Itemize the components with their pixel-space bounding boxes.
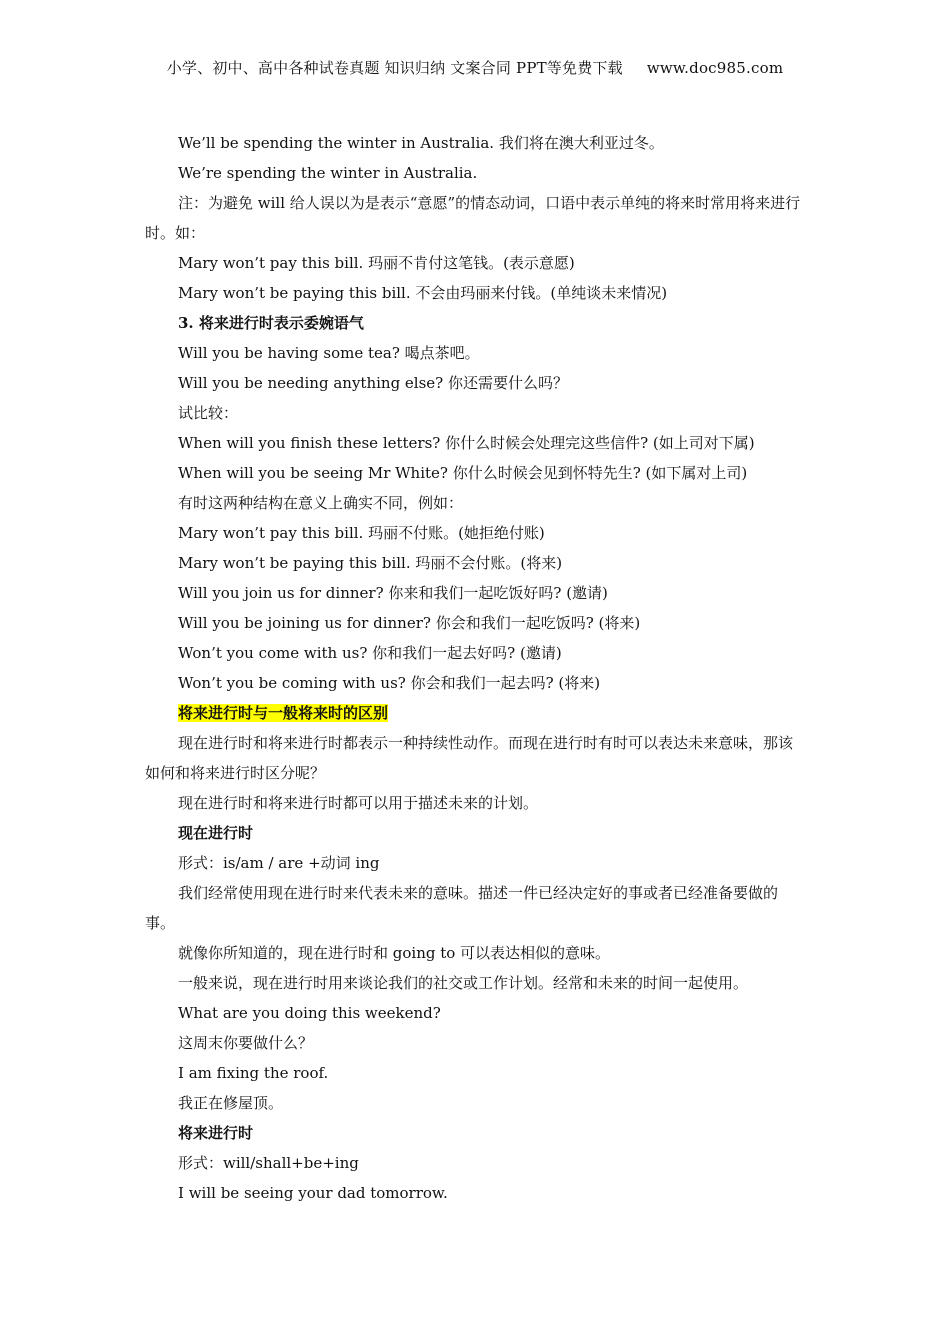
text-line-content: 将来进行时与一般将来时的区别 (178, 704, 389, 722)
text-line-content: Mary won’t pay this bill. 玛丽不肯付这笔钱。(表示意愿) (178, 254, 575, 272)
text-line (145, 338, 805, 368)
text-line-content: 将来进行时 (178, 1124, 254, 1142)
text-line (145, 368, 805, 398)
text-line-content: 形式：is/am / are +动词 ing (178, 854, 380, 872)
text-line (145, 128, 805, 158)
text-line-content: 现在进行时和将来进行时都表示一种持续性动作。而现在进行时有时可以表达未来意味，那该如何和将来进行时区分呢？ (145, 734, 794, 782)
text-line-content: 试比较： (178, 404, 239, 422)
text-line (145, 998, 805, 1028)
text-line (145, 398, 805, 428)
text-line (145, 638, 805, 668)
header-site-url: www.doc985.com (646, 59, 784, 77)
text-line (145, 158, 805, 188)
text-line (145, 1058, 805, 1088)
text-line (145, 428, 805, 458)
text-line (145, 968, 805, 998)
section-heading (145, 1118, 805, 1148)
text-line-content: Will you be needing anything else? 你还需要什么吗？ (178, 374, 568, 392)
text-line-content: 有时这两种结构在意义上确实不同，例如： (178, 494, 464, 512)
text-line (145, 548, 805, 578)
text-line (145, 1148, 805, 1178)
text-line-content: Won’t you be coming with us? 你会和我们一起去吗? (将来) (178, 674, 601, 692)
text-line (145, 728, 805, 788)
text-line-content: Mary won’t pay this bill. 玛丽不付账。(她拒绝付账) (178, 524, 545, 542)
text-line (145, 848, 805, 878)
text-line-content: 这周末你要做什么？ (178, 1034, 314, 1052)
text-line-content: 现在进行时 (178, 824, 254, 842)
text-line (145, 458, 805, 488)
text-line-content: We’ll be spending the winter in Australia. 我们将在澳大利亚过冬。 (178, 134, 664, 152)
text-line-content: Will you be having some tea? 喝点茶吧。 (178, 344, 480, 362)
header-text: 小学、初中、高中各种试卷真题 知识归纳 文案合同 PPT等免费下载 (166, 59, 623, 77)
text-line (145, 578, 805, 608)
section-heading (145, 818, 805, 848)
text-line-content: 现在进行时和将来进行时都可以用于描述未来的计划。 (178, 794, 539, 812)
text-line-content: Won’t you come with us? 你和我们一起去好吗? (邀请) (178, 644, 562, 662)
text-line-content: 形式：will/shall+be+ing (178, 1154, 359, 1172)
text-line-content: We’re spending the winter in Australia. (178, 164, 478, 182)
text-line (145, 608, 805, 638)
text-line (145, 518, 805, 548)
text-line (145, 188, 805, 248)
text-line-content: 3. 将来进行时表示委婉语气 (178, 314, 364, 332)
text-line (145, 788, 805, 818)
text-line-content: Will you join us for dinner? 你来和我们一起吃饭好吗? (邀请) (178, 584, 608, 602)
section-heading (145, 698, 805, 728)
text-line-content: When will you be seeing Mr White? 你什么时候会见到怀特先生? (如下属对上司) (178, 464, 748, 482)
text-line-content: What are you doing this weekend? (178, 1004, 441, 1022)
document-body (145, 128, 805, 1208)
text-line (145, 938, 805, 968)
text-line-content: 注：为避免 will 给人误以为是表示“意愿”的情态动词，口语中表示单纯的将来时常用将来进行时。如： (145, 194, 801, 242)
text-line-content: Will you be joining us for dinner? 你会和我们一起吃饭吗? (将来) (178, 614, 641, 632)
text-line-content: I will be seeing your dad tomorrow. (178, 1184, 448, 1202)
text-line-content: When will you finish these letters? 你什么时候会处理完这些信件? (如上司对下属) (178, 434, 755, 452)
text-line (145, 1028, 805, 1058)
text-line-content: 我正在修屋顶。 (178, 1094, 284, 1112)
page-header (0, 57, 950, 78)
text-line-content: Mary won’t be paying this bill. 不会由玛丽来付钱。(单纯谈未来情况) (178, 284, 668, 302)
text-line-content: 就像你所知道的，现在进行时和 going to 可以表达相似的意味。 (178, 944, 611, 962)
text-line (145, 248, 805, 278)
text-line (145, 488, 805, 518)
text-line-content: I am fixing the roof. (178, 1064, 329, 1082)
section-heading (145, 308, 805, 338)
text-line-content: 一般来说，现在进行时用来谈论我们的社交或工作计划。经常和未来的时间一起使用。 (178, 974, 749, 992)
text-line (145, 278, 805, 308)
text-line (145, 1088, 805, 1118)
text-line-content: 我们经常使用现在进行时来代表未来的意味。描述一件已经决定好的事或者已经准备要做的事。 (145, 884, 779, 932)
text-line (145, 878, 805, 938)
text-line-content: Mary won’t be paying this bill. 玛丽不会付账。(将来) (178, 554, 563, 572)
text-line (145, 668, 805, 698)
text-line (145, 1178, 805, 1208)
